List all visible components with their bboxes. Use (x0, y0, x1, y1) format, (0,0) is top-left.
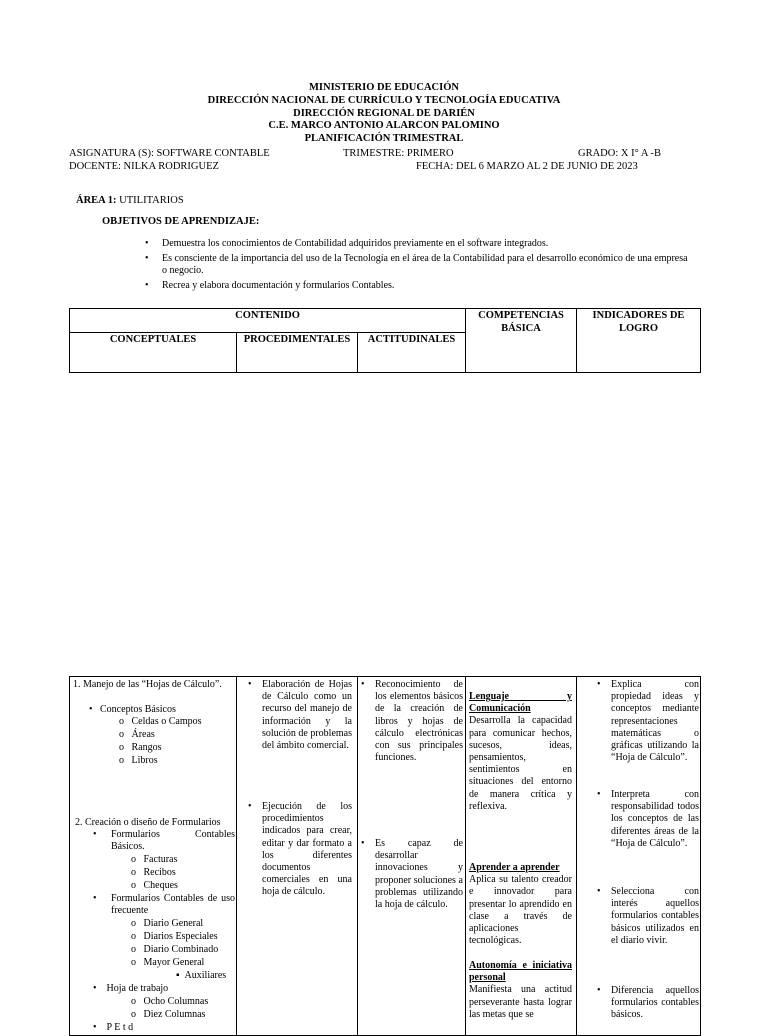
docente-field: DOCENTE: NILKA RODRIGUEZ (69, 161, 219, 172)
actitudinal-item: • Es capaz de desarrollar innovaciones y proponer soluciones a problemas utilizando la hoja de cálculo. (361, 838, 463, 911)
conceptual-item-2: 2. Creación o diseño de Formularios (75, 817, 221, 828)
conceptual-item-1: 1. Manejo de las “Hojas de Cálculo”. (73, 679, 222, 690)
indicadores-cell (577, 677, 701, 1036)
planning-table-header (69, 308, 701, 373)
competencias-cell (466, 677, 577, 1036)
conceptos-basicos: • Conceptos Básicos (89, 704, 176, 715)
actitudinales-cell (358, 677, 466, 1036)
sub-item: o Diario General (131, 918, 204, 929)
sub-item: o Mayor General (131, 957, 205, 968)
partial-item: • P E t d (93, 1022, 134, 1033)
conceptuales-header: CONCEPTUALES (70, 333, 237, 373)
competencia-item: Lenguaje y Comunicación Desarrolla la capacidad para comunicar hechos, sucesos, ideas, pensamientos, sentimientos en situaciones del entorno de manera crítica y reflexiva. (469, 691, 572, 812)
hoja-trabajo-item: • Hoja de trabajo (93, 983, 169, 994)
competencia-item: Autonomía e iniciativa personal Manifiesta una actitud perseverante hasta lograr las metas que se (469, 960, 572, 1020)
regional-title: DIRECCIÓN REGIONAL DE DARIÉN (293, 107, 475, 119)
procedimental-item: • Elaboración de Hojas de Cálculo como un recurso del manejo de información y la solución de problemas del ámbito comercial. (248, 679, 352, 752)
fecha-field: FECHA: DEL 6 MARZO AL 2 DE JUNIO DE 2023 (416, 161, 638, 172)
formularios-basicos: Formularios Contables Básicos. (111, 829, 235, 853)
sub-item: o Ocho Columnas (131, 996, 209, 1007)
document-header (0, 82, 768, 146)
bullet-icon: • (89, 704, 101, 715)
sub-item: o Facturas (131, 854, 178, 865)
area-label: ÁREA 1: (76, 195, 117, 206)
objetivo-item: • Recrea y elabora documentación y formularios Contables. (145, 280, 690, 293)
bullet-icon: • (93, 983, 97, 994)
plan-title: PLANIFICACIÓN TRIMESTRAL (304, 133, 464, 145)
actitudinales-header: ACTITUDINALES (358, 333, 466, 373)
actitudinal-item: • Reconocimiento de los elementos básicos de la creación de libros y hojas de cálculo electrónicas con sus principales funciones. (361, 679, 463, 764)
sub-item: o Diez Columnas (131, 1009, 206, 1020)
objetivos-heading: OBJETIVOS DE APRENDIZAJE: (102, 216, 260, 227)
school-title: C.E. MARCO ANTONIO ALARCON PALOMINO (268, 120, 500, 132)
sub-item: o Áreas (119, 729, 155, 740)
conceptuales-cell (70, 677, 237, 1036)
procedimentales-cell (237, 677, 358, 1036)
indicador-item: • Interpreta con responsabilidad todos los conceptos de las diferentes áreas de la “Hoja de Cálculo”. (597, 789, 699, 849)
sub-item: o Diarios Especiales (131, 931, 218, 942)
sub-item: o Rangos (119, 742, 162, 753)
area-value: UTILITARIOS (116, 195, 184, 206)
area-heading (76, 195, 184, 206)
sub-item: o Libros (119, 755, 158, 766)
trimestre-field: TRIMESTRE: PRIMERO (343, 148, 454, 159)
contenido-header: CONTENIDO (70, 309, 466, 333)
grado-field: GRADO: X I° A -B (578, 148, 661, 159)
bullet-icon: • (93, 893, 97, 904)
objetivos-list (145, 238, 690, 294)
competencia-item: Aprender a aprender Aplica su talento creador e innovador para presentar lo aprendido en clase a través de aplicaciones tecnológicas. (469, 862, 572, 947)
indicador-item: • Selecciona con interés aquellos formularios contables básicos utilizados en el diario vivir. (597, 886, 699, 946)
sub-item: o Diario Combinado (131, 944, 219, 955)
planning-table-body (69, 676, 701, 1036)
ministry-title: MINISTERIO DE EDUCACIÓN (309, 82, 459, 93)
sub-item: o Celdas o Campos (119, 716, 202, 727)
procedimentales-header: PROCEDIMENTALES (237, 333, 358, 373)
bullet-icon: • (93, 829, 97, 840)
directorate-title: DIRECCIÓN NACIONAL DE CURRÍCULO Y TECNOLOGÍA EDUCATIVA (207, 94, 561, 106)
procedimental-item: • Ejecución de los procedimientos indicados para crear, editar y dar formato a los diferentes documentos comerciales en una hoja de cálculo. (248, 801, 352, 898)
indicador-item: • Diferencia aquellos formularios contables básicos. (597, 985, 699, 1021)
sub-item: o Cheques (131, 880, 178, 891)
sub-item: o Recibos (131, 867, 176, 878)
formularios-frecuente: Formularios Contables de uso frecuente (111, 893, 235, 917)
objetivo-item: • Demuestra los conocimientos de Contabilidad adquiridos previamente en el software integrados. (145, 238, 690, 251)
indicadores-header: INDICADORES DE LOGRO (577, 309, 701, 373)
auxiliares-item: ▪ Auxiliares (176, 970, 227, 981)
indicador-item: • Explica con propiedad ideas y conceptos mediante representaciones matemáticas o gráficas utilizando la “Hoja de Cálculo”. (597, 679, 699, 764)
competencias-header: COMPETENCIAS BÁSICA (466, 309, 577, 373)
objetivo-item: • Es consciente de la importancia del uso de la Tecnología en el área de la Contabilidad para el desarrollo económico de una empresa o negocio. (145, 253, 690, 278)
asignatura-field: ASIGNATURA (S): SOFTWARE CONTABLE (69, 148, 270, 159)
